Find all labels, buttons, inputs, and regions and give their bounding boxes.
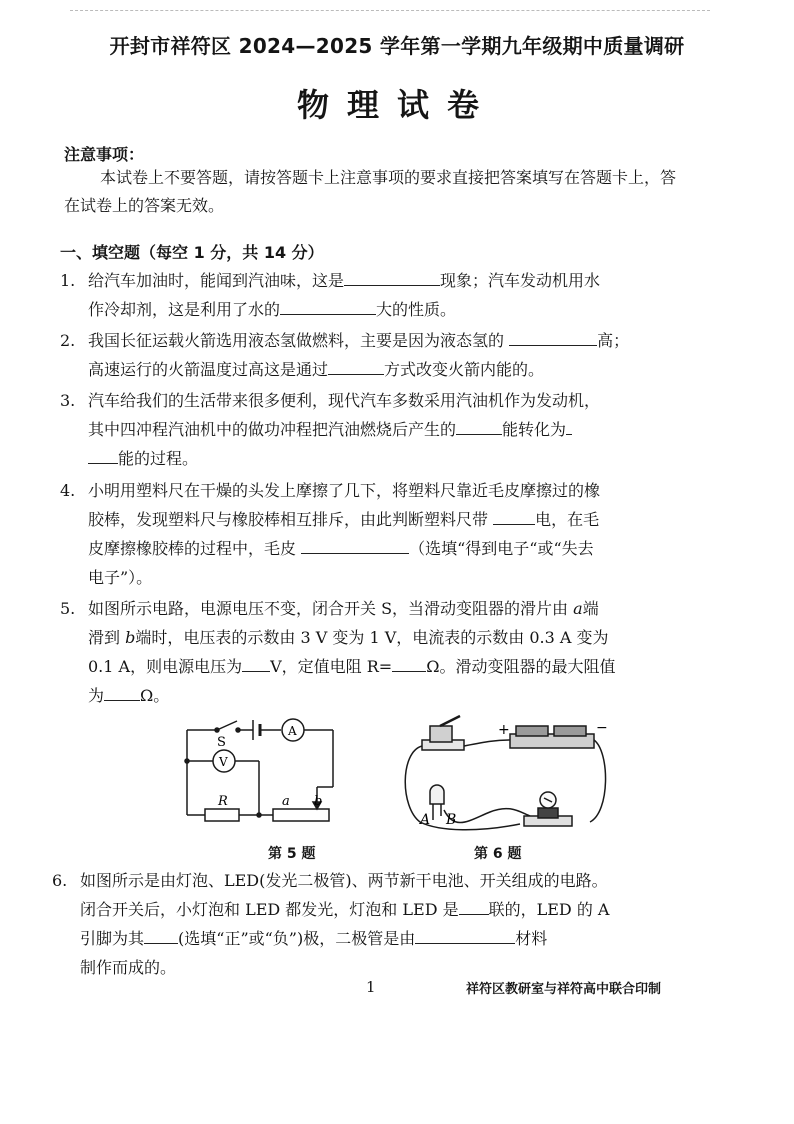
label-end-a: a xyxy=(282,794,290,809)
led-body xyxy=(430,785,444,804)
answer-blank[interactable] xyxy=(280,298,376,315)
printer-note: 祥符区教研室与祥符高中联合印制 xyxy=(466,982,662,997)
answer-blank[interactable] xyxy=(509,329,597,346)
scan-artifact xyxy=(70,10,710,21)
wire-led xyxy=(444,809,530,823)
answer-blank[interactable] xyxy=(242,655,270,672)
answer-blank[interactable] xyxy=(493,508,535,525)
label-ammeter: A xyxy=(288,724,297,738)
answer-blank[interactable] xyxy=(328,358,384,375)
paper-title: 物理试卷 xyxy=(296,86,497,124)
resistor-r xyxy=(205,809,239,821)
question-2: 2. 我国长征运载火箭选用液态氢做燃料，主要是因为液态氢的 高； 高速运行的火箭温度过高这是通过 方式改变火箭内能的。 xyxy=(60,326,688,384)
switch-handle xyxy=(440,716,460,726)
notice-heading: 注意事项： xyxy=(64,145,145,164)
figure-6-caption: 第 6 题 xyxy=(474,846,522,862)
section-title-fill-in: 一、填空题（每空 1 分，共 14 分） xyxy=(60,243,324,262)
label-resistor: R xyxy=(218,794,228,809)
bulb-socket xyxy=(538,808,558,818)
page-number: 1 xyxy=(366,978,376,996)
circuit-diagram-q5 xyxy=(175,712,345,830)
circuit-photo-q6 xyxy=(400,712,610,840)
question-3: 3. 汽车给我们的生活带来很多便利，现代汽车多数采用汽油机作为发动机， 其中四冲程汽油机中的做功冲程把汽油燃烧后产生的 能转化为 能的过程。 xyxy=(60,386,688,473)
question-number: 5. xyxy=(60,599,76,618)
question-5: 5. 如图所示电路，电源电压不变，闭合开关 S，当滑动变阻器的滑片由 a端 滑到 b端时，电压表的示数由 3 V 变为 1 V，电流表的示数由 0.3 A 变为 0.1 A，则电源电压为 V，定值电阻 R= Ω。滑动变阻器的最大阻值 为 Ω。 xyxy=(60,594,688,710)
label-led-a: A xyxy=(420,812,431,828)
wire-right xyxy=(590,740,606,822)
answer-blank[interactable] xyxy=(392,655,426,672)
switch-blade xyxy=(217,721,237,730)
label-voltmeter: V xyxy=(219,755,228,769)
question-number: 2. xyxy=(60,331,76,350)
answer-blank[interactable] xyxy=(459,898,489,915)
question-number: 4. xyxy=(60,481,76,500)
label-s: S xyxy=(217,735,226,750)
answer-blank[interactable] xyxy=(566,418,572,435)
answer-blank[interactable] xyxy=(415,927,515,944)
notice-body: 本试卷上不要答题，请按答题卡上注意事项的要求直接把答案填写在答题卡上，答在试卷上的答案无效。 xyxy=(64,168,677,215)
switch-body xyxy=(430,726,452,742)
answer-blank[interactable] xyxy=(301,537,409,554)
answer-blank[interactable] xyxy=(456,418,502,435)
answer-blank[interactable] xyxy=(344,269,440,286)
label-led-b: B xyxy=(446,812,457,828)
question-1: 1. 给汽车加油时，能闻到汽油味，这是 现象；汽车发动机用水 作冷却剂，这是利用了水的 大的性质。 xyxy=(60,266,688,324)
question-6: 6. 如图所示是由灯泡、LED(发光二极管)、两节新干电池、开关组成的电路。 闭合开关后，小灯泡和 LED 都发光，灯泡和 LED 是 联的，LED 的 A 引脚为其 (选填“正”或“负”)极，二极管是由 材料 制作而成的。 xyxy=(52,866,692,982)
battery-cell-1 xyxy=(516,726,548,736)
answer-blank[interactable] xyxy=(144,927,178,944)
answer-blank[interactable] xyxy=(88,447,118,464)
figure-5-caption: 第 5 题 xyxy=(268,846,316,862)
label-plus: + xyxy=(498,722,510,738)
wire-top xyxy=(464,740,510,746)
answer-blank[interactable] xyxy=(104,684,140,701)
question-number: 1. xyxy=(60,271,76,290)
label-end-b: b xyxy=(314,794,323,809)
question-number: 6. xyxy=(52,871,68,890)
question-number: 3. xyxy=(60,391,76,410)
exam-header-title: 开封市祥符区 2024—2025 学年第一学期九年级期中质量调研 xyxy=(109,34,685,58)
label-minus: − xyxy=(596,720,608,736)
rheostat xyxy=(273,809,329,821)
battery-cell-2 xyxy=(554,726,586,736)
question-4: 4. 小明用塑料尺在干燥的头发上摩擦了几下，将塑料尺靠近毛皮摩擦过的橡 胶棒，发现塑料尺与橡胶棒相互排斥，由此判断塑料尺带 电，在毛 皮摩擦橡胶棒的过程中，毛皮 （选填“得到电子“或“失去 电子”）。 xyxy=(60,476,688,592)
